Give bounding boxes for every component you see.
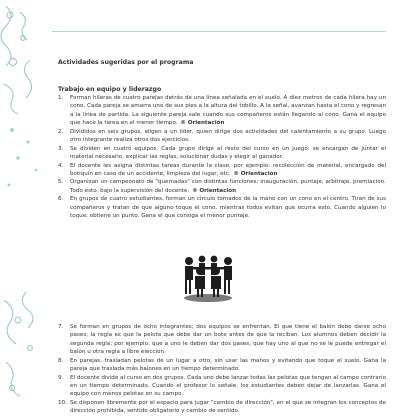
item-number: 4. — [58, 162, 64, 169]
item-text: Se disponen libremente por el espacio para jugar "cambio de dirección", en el que se integran los conceptos de dirección prohibida, sentido obligatorio y cambio de sentido. — [70, 399, 386, 415]
orientation-mark: ® — [180, 120, 186, 127]
item-text: El docente divide al curso en dos grupos. Cada uno debe lanzar todas las pelotas que tengan al campo contrario en un tiempo determinado. Cuando el profesor lo señale, los estudiantes deben dejar de lanzarlas. Gana el equipo con menos pelotas en su campo. — [70, 374, 386, 398]
item-number: 1. — [58, 95, 64, 101]
orientation-mark: ® — [233, 170, 239, 177]
header-rule — [52, 31, 386, 32]
item-text: Se forman en grupos de ocho integrantes; dos equipos se enfrentan. El que tiene el balón debe darse ocho pases; la regla es que la pelota que debe dar un bote antes de que la reciban. Los alumnos deben decidir la segunda regla; por ejemplo: que a uno le deben dar dos pases, que hay uno al que no se le puede entregar el balón u otra regla a libre elección. — [70, 324, 386, 356]
orientation-link[interactable]: Orientación — [240, 170, 278, 177]
item-number: 3. — [58, 145, 64, 152]
list-item — [58, 323, 386, 357]
list-item — [58, 399, 386, 416]
list-item — [58, 195, 386, 220]
item-number: 5. — [58, 179, 64, 186]
item-text: Divididos en seis grupos, eligen a un líder, quien dirige dos actividades del calentamiento a su grupo. Luego otro integrante realiza otros dos ejercicios. — [70, 128, 386, 144]
ground-shadow — [184, 294, 232, 302]
decorative-margin — [0, 0, 50, 400]
list-item — [58, 94, 386, 128]
swirl-decoration-bottom — [4, 292, 33, 396]
activity-list-2 — [58, 323, 386, 416]
item-text: Se dividen en cuatro equipos. Cada grupo dirige al resto del curso en un juego: se encargan de juntar el material necesario, explicar las reglas, solucionar dudas y elegir al ganador. — [70, 145, 386, 161]
list-item — [58, 357, 386, 374]
item-number: 8. — [58, 357, 64, 364]
list-item — [58, 145, 386, 162]
orientation-mark: ® — [192, 187, 198, 194]
orientation-link[interactable]: Orientación — [187, 120, 225, 127]
item-number: 2. — [58, 128, 64, 135]
document-title: Actividades sugeridas por el programa — [58, 59, 194, 66]
item-number: 10. — [58, 399, 67, 406]
activity-list-1 — [58, 94, 386, 221]
dots-decoration — [8, 128, 38, 187]
item-text: En grupos de cuatro estudiantes, forman un círculo tomados de la mano con un cono en el centro. Tiran de sus compañeros y tratan de que alguno toque el cono, mientras todos evitan que ocurra esto. Cuando alguien lo toque, obtiene un punto. Gana el que consiga el menor puntaje. — [70, 196, 386, 220]
item-text: El docente les asigna distintas tareas durante la clase; por ejemplo: recolección de material, encargado del botiquín en caso de un accidente, limpieza del lugar, etc. — [70, 162, 386, 177]
section-heading: Trabajo en equipo y liderazgo — [58, 86, 162, 93]
orientation-link[interactable]: Orientación — [199, 187, 237, 194]
children-silhouettes — [185, 256, 232, 297]
item-text: Forman hileras de cuatro parejas detrás de una línea señalada en el suelo. A diez metros de cada hilera hay un cono. Cada pareja se amarra uno de sus pies a la altura del tobillo. A la señal, avanzan hasta el cono y regresan a la línea de partida. La siguiente pareja sale cuando sus compañeros están llegando al cono. Gana el equipo que hace la tarea en el menor tiempo. — [70, 95, 386, 127]
children-circle-illustration — [180, 251, 236, 303]
list-item — [58, 178, 386, 195]
item-text: Organizan un campeonato de "quemadas" con distintas funciones: inauguración, puntaje, arbitraje, premiación. Todo esto, bajo la supervisión del docente. — [70, 179, 386, 194]
item-number: 6. — [58, 196, 64, 203]
list-item — [58, 374, 386, 399]
swirl-decoration-top — [1, 6, 32, 114]
list-item — [58, 162, 386, 179]
list-item — [58, 128, 386, 145]
item-text: En parejas, trasladan pelotas de un lugar a otro, sin usar las manos y evitando que toque el suelo. Gana la pareja que traslada más balones en un tiempo determinado. — [70, 357, 386, 373]
item-number: 7. — [58, 324, 64, 330]
item-number: 9. — [58, 374, 64, 381]
